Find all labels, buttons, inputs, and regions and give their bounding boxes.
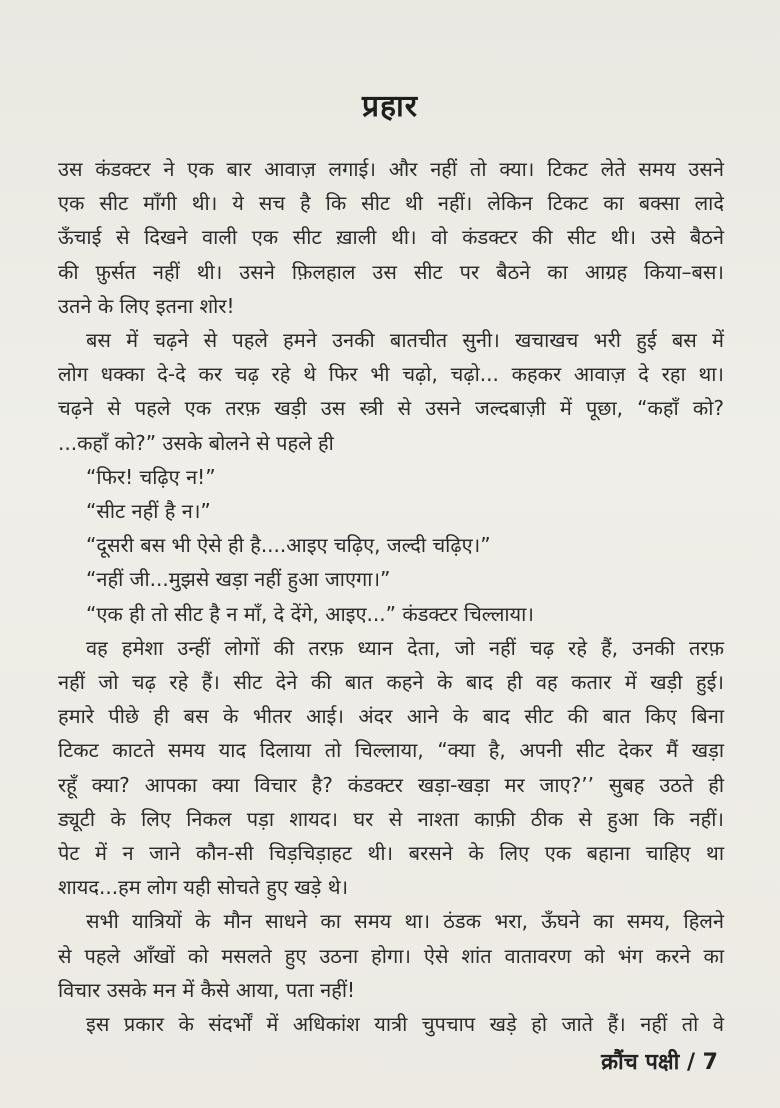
dialogue-line: “दूसरी बस भी ऐसे ही है....आइए चढ़िए, जल्दी चढ़िए।”: [86, 533, 491, 558]
text-line: टिकट काटते समय याद दिलाया तो चिल्लाया, “क्या है, अपनी सीट देकर मैं खड़ा: [58, 738, 724, 763]
text-line: नहीं जो चढ़ रहे हैं। सीट देने की बात कहने के बाद ही वह कतार में खड़ी हुई।: [58, 670, 724, 695]
text-line: एक सीट माँगी थी। ये सच है कि सीट थी नहीं। लेकिन टिकट का बक्सा लादे: [58, 191, 724, 216]
text-line: हमारे पीछे ही बस के भीतर आई। अंदर आने के बाद सीट की बात किए बिना: [58, 704, 724, 729]
text-line: सभी यात्रियों के मौन साधने का समय था। ठंडक भरा, ऊँघने का समय, हिलने: [86, 909, 724, 934]
dialogue-line: “सीट नहीं है न।”: [86, 499, 211, 524]
text-line: शायद...हम लोग यही सोचते हुए खड़े थे।: [58, 875, 349, 900]
dialogue-line: “एक ही तो सीट है न माँ, दे देंगे, आइए...” कंडक्टर चिल्लाया।: [86, 601, 534, 626]
page-footer: क्रौंच पक्षी / 7: [601, 1050, 718, 1075]
text-line: पेट में न जाने कौन-सी चिड़चिड़ाहट थी। बरसने के लिए एक बहाना चाहिए था: [58, 841, 724, 866]
text-line: की फ़ुर्सत नहीं थी। उसने फ़िलहाल उस सीट पर बैठने का आग्रह किया–बस।: [58, 259, 724, 284]
text-line: चढ़ने से पहले एक तरफ़ खड़ी उस स्त्री से उसने जल्दबाज़ी में पूछा, “कहाँ को?: [58, 396, 724, 421]
text-line: बस में चढ़ने से पहले हमने उनकी बातचीत सुनी। खचाखच भरी हुई बस में: [86, 328, 724, 353]
text-line: उतने के लिए इतना शोर!: [58, 293, 235, 318]
text-line: ऊँचाई से दिखने वाली एक सीट ख़ाली थी। वो कंडक्टर की सीट थी। उसे बैठने: [58, 225, 724, 250]
text-line: रहूँ क्या? आपका क्या विचार है? कंडक्टर खड़ा-खड़ा मर जाए?’’ सुबह उठते ही: [58, 772, 724, 797]
dialogue-line: “नहीं जी...मुझसे खड़ा नहीं हुआ जाएगा।”: [86, 567, 391, 592]
text-line: से पहले आँखों को मसलते हुए उठना होगा। ऐसे शांत वातावरण को भंग करने का: [58, 943, 724, 968]
text-line: ड्यूटी के लिए निकल पड़ा शायद। घर से नाश्ता काफ़ी ठीक से हुआ कि नहीं।: [58, 806, 724, 831]
text-line: लोग धक्का दे-दे कर चढ़ रहे थे फिर भी चढ़ो, चढ़ो... कहकर आवाज़ दे रहा था।: [58, 362, 724, 387]
chapter-title: प्रहार: [361, 89, 419, 124]
text-line: उस कंडक्टर ने एक बार आवाज़ लगाई। और नहीं तो क्या। टिकट लेते समय उसने: [58, 157, 724, 181]
text-line: इस प्रकार के संदर्भों में अधिकांश यात्री चुपचाप खड़े हो जाते हैं। नहीं तो वे: [86, 1012, 724, 1037]
text-line: ...कहाँ को?” उसके बोलने से पहले ही: [58, 430, 334, 455]
text-line: वह हमेशा उन्हीं लोगों की तरफ़ ध्यान देता, जो नहीं चढ़ रहे हैं, उनकी तरफ़: [86, 635, 724, 660]
text-line: विचार उसके मन में कैसे आया, पता नहीं!: [58, 977, 356, 1002]
dialogue-line: “फिर! चढ़िए न!”: [86, 464, 216, 489]
body-text: [58, 152, 724, 1041]
